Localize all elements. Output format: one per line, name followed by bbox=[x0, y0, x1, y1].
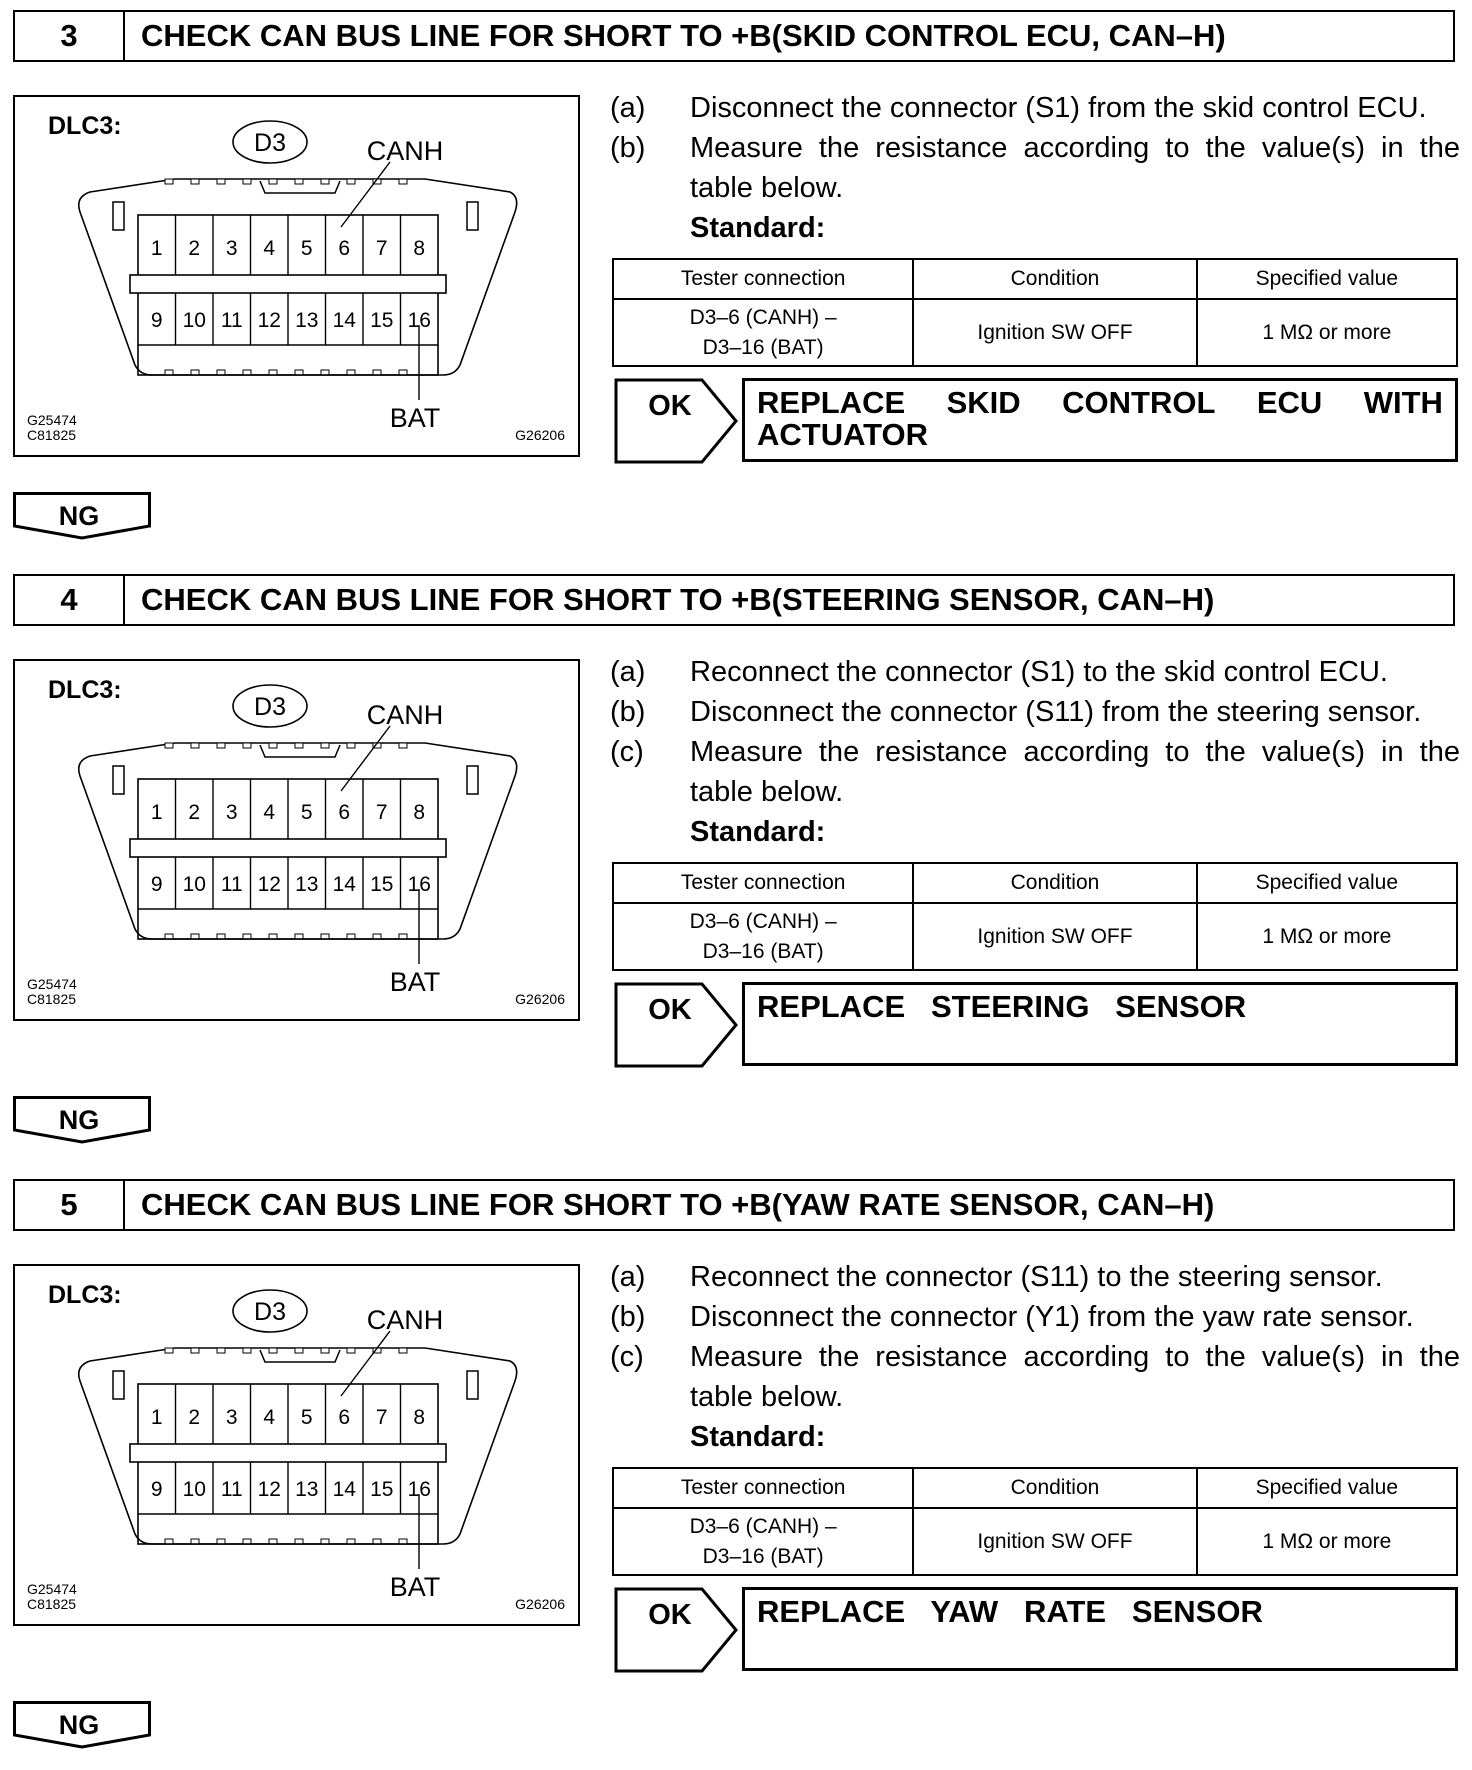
pin-number: 13 bbox=[295, 873, 319, 896]
figure-code: G26206 bbox=[515, 991, 565, 1007]
pin-number: 8 bbox=[413, 1406, 426, 1429]
specification-table bbox=[612, 862, 1458, 971]
table-row bbox=[613, 903, 1457, 970]
figure-code: C81825 bbox=[27, 991, 77, 1007]
check-section-3 bbox=[0, 0, 1472, 600]
step-label: (a) bbox=[610, 656, 646, 688]
groove-mark bbox=[347, 179, 355, 184]
connection-line-1: D3–6 (CANH) – bbox=[689, 305, 837, 329]
connector-code: D3 bbox=[254, 129, 286, 157]
standard-label: Standard: bbox=[690, 212, 826, 244]
table-header-row bbox=[613, 1468, 1457, 1508]
figure-code: G26206 bbox=[515, 1596, 565, 1612]
procedure-steps bbox=[610, 88, 1460, 248]
pin-number: 5 bbox=[300, 237, 313, 260]
center-rib bbox=[130, 1444, 446, 1462]
pin-number: 12 bbox=[257, 1478, 281, 1501]
standard-label: Standard: bbox=[690, 816, 826, 848]
bat-label: BAT bbox=[389, 967, 441, 997]
groove-mark bbox=[217, 743, 225, 748]
step-label: (a) bbox=[610, 1261, 646, 1293]
section-header bbox=[13, 1179, 1455, 1231]
pin-number: 15 bbox=[370, 1478, 394, 1501]
specification-table bbox=[612, 258, 1458, 367]
section-title: CHECK CAN BUS LINE FOR SHORT TO +B(STEERING SENSOR, CAN–H) bbox=[141, 582, 1215, 617]
step-item bbox=[610, 88, 1460, 128]
step-item bbox=[610, 1297, 1460, 1337]
step-text: Reconnect the connector (S1) to the skid control ECU. bbox=[690, 656, 1388, 688]
dlc3-connector-figure bbox=[13, 659, 580, 1021]
connector-code: D3 bbox=[254, 1298, 286, 1326]
groove-mark bbox=[399, 743, 407, 748]
cell-condition: Ignition SW OFF bbox=[913, 903, 1196, 970]
pin-number: 6 bbox=[338, 1406, 351, 1429]
pin-number: 6 bbox=[338, 801, 351, 824]
dlc-label: DLC3: bbox=[48, 112, 122, 140]
pin-number: 3 bbox=[225, 237, 238, 260]
groove-mark bbox=[295, 1348, 303, 1353]
cell-specified-value: 1 MΩ or more bbox=[1197, 1508, 1457, 1575]
header-tester-connection: Tester connection bbox=[613, 1468, 913, 1508]
center-rib bbox=[130, 275, 446, 293]
groove-mark bbox=[243, 743, 251, 748]
cell-tester-connection bbox=[613, 903, 913, 970]
pin-number: 7 bbox=[375, 237, 388, 260]
groove-mark bbox=[295, 179, 303, 184]
pin-number: 14 bbox=[332, 309, 356, 332]
groove-mark bbox=[347, 1348, 355, 1353]
header-specified-value: Specified value bbox=[1197, 259, 1457, 299]
groove-mark bbox=[269, 1348, 277, 1353]
pin-number: 8 bbox=[413, 237, 426, 260]
dlc-label: DLC3: bbox=[48, 676, 122, 704]
section-number: 5 bbox=[15, 1181, 125, 1229]
pin-number: 11 bbox=[220, 309, 243, 332]
pin-number: 16 bbox=[407, 873, 431, 896]
step-text: Disconnect the connector (S1) from the skid control ECU. bbox=[690, 92, 1427, 124]
replace-word: SKID bbox=[946, 385, 1021, 420]
pin-number: 9 bbox=[150, 873, 163, 896]
groove-mark bbox=[191, 743, 199, 748]
pin-number: 2 bbox=[188, 801, 201, 824]
pin-number: 9 bbox=[150, 1478, 163, 1501]
ok-arrow-box bbox=[614, 378, 740, 464]
right-latch bbox=[467, 766, 478, 794]
pin-number: 5 bbox=[300, 801, 313, 824]
step-item bbox=[610, 128, 1460, 208]
ng-label: NG bbox=[58, 501, 100, 531]
pin-number: 12 bbox=[257, 873, 281, 896]
ok-label: OK bbox=[648, 1599, 692, 1631]
header-condition: Condition bbox=[913, 863, 1196, 903]
groove-mark bbox=[399, 179, 407, 184]
replace-action-box bbox=[742, 378, 1458, 462]
figure-code: C81825 bbox=[27, 1596, 77, 1612]
groove-mark bbox=[295, 743, 303, 748]
center-rib bbox=[130, 839, 446, 857]
check-section-4 bbox=[0, 564, 1472, 1164]
pin-number: 9 bbox=[150, 309, 163, 332]
procedure-steps bbox=[610, 652, 1460, 852]
groove-mark bbox=[165, 743, 173, 748]
figure-code: G26206 bbox=[515, 427, 565, 443]
dlc3-connector-figure bbox=[13, 95, 580, 457]
step-text: Measure the resistance according to the value(s) in the table below. bbox=[690, 132, 1460, 204]
step-label: (c) bbox=[610, 736, 644, 768]
step-label: (b) bbox=[610, 696, 646, 728]
ok-arrow-box bbox=[614, 1587, 740, 1673]
cell-specified-value: 1 MΩ or more bbox=[1197, 299, 1457, 366]
step-text: Measure the resistance according to the value(s) in the table below. bbox=[690, 736, 1460, 808]
pin-number: 11 bbox=[220, 1478, 243, 1501]
section-header bbox=[13, 10, 1455, 62]
section-title: CHECK CAN BUS LINE FOR SHORT TO +B(YAW RATE SENSOR, CAN–H) bbox=[141, 1187, 1215, 1222]
groove-mark bbox=[269, 743, 277, 748]
dlc3-connector-diagram bbox=[15, 1266, 578, 1624]
pin-number: 7 bbox=[375, 1406, 388, 1429]
table-header-row bbox=[613, 259, 1457, 299]
pin-number: 11 bbox=[220, 873, 243, 896]
pin-number: 13 bbox=[295, 1478, 319, 1501]
replace-action-box bbox=[742, 1587, 1458, 1671]
pin-number: 2 bbox=[188, 237, 201, 260]
cell-condition: Ignition SW OFF bbox=[913, 299, 1196, 366]
ok-label: OK bbox=[648, 390, 692, 422]
replace-line-2: ACTUATOR bbox=[757, 417, 929, 452]
groove-mark bbox=[243, 179, 251, 184]
pin-number: 2 bbox=[188, 1406, 201, 1429]
right-latch bbox=[467, 1371, 478, 1399]
ok-label: OK bbox=[648, 994, 692, 1026]
pin-number: 16 bbox=[407, 1478, 431, 1501]
step-item bbox=[610, 692, 1460, 732]
left-latch bbox=[113, 202, 124, 230]
connector-code: D3 bbox=[254, 693, 286, 721]
groove-mark bbox=[347, 743, 355, 748]
pin-number: 16 bbox=[407, 309, 431, 332]
groove-mark bbox=[165, 179, 173, 184]
bat-label: BAT bbox=[389, 403, 441, 433]
ok-arrow-box bbox=[614, 982, 740, 1068]
standard-label: Standard: bbox=[690, 1421, 826, 1453]
pin-number: 14 bbox=[332, 1478, 356, 1501]
connection-line-2: D3–16 (BAT) bbox=[702, 1544, 824, 1568]
pin-number: 10 bbox=[182, 309, 206, 332]
section-header bbox=[13, 574, 1455, 626]
ng-arrow-tab bbox=[13, 1096, 151, 1146]
left-latch bbox=[113, 766, 124, 794]
dlc-label: DLC3: bbox=[48, 1281, 122, 1309]
groove-mark bbox=[165, 1348, 173, 1353]
groove-mark bbox=[243, 1348, 251, 1353]
canh-label: CANH bbox=[366, 1305, 444, 1335]
groove-mark bbox=[191, 1348, 199, 1353]
canh-leader-line bbox=[341, 1331, 390, 1396]
pin-number: 4 bbox=[263, 801, 276, 824]
right-latch bbox=[467, 202, 478, 230]
pin-number: 10 bbox=[182, 873, 206, 896]
table-row bbox=[613, 1508, 1457, 1575]
section-title: CHECK CAN BUS LINE FOR SHORT TO +B(SKID CONTROL ECU, CAN–H) bbox=[141, 18, 1226, 53]
pin-number: 1 bbox=[150, 801, 163, 824]
ng-arrow-tab bbox=[13, 492, 151, 542]
section-number: 3 bbox=[15, 12, 125, 60]
pin-number: 8 bbox=[413, 801, 426, 824]
step-item bbox=[610, 1337, 1460, 1417]
canh-leader-line bbox=[341, 726, 390, 791]
pin-number: 4 bbox=[263, 237, 276, 260]
connection-line-1: D3–6 (CANH) – bbox=[689, 909, 837, 933]
groove-mark bbox=[269, 179, 277, 184]
cell-tester-connection bbox=[613, 1508, 913, 1575]
procedure-steps bbox=[610, 1257, 1460, 1457]
dlc3-connector-diagram bbox=[15, 97, 578, 455]
step-text: Disconnect the connector (Y1) from the yaw rate sensor. bbox=[690, 1301, 1414, 1333]
step-text: Measure the resistance according to the value(s) in the table below. bbox=[690, 1341, 1460, 1413]
replace-line-1 bbox=[757, 387, 1443, 419]
header-condition: Condition bbox=[913, 1468, 1196, 1508]
step-label: (b) bbox=[610, 132, 646, 164]
cell-specified-value: 1 MΩ or more bbox=[1197, 903, 1457, 970]
ng-arrow-tab bbox=[13, 1701, 151, 1751]
replace-text: REPLACE YAW RATE SENSOR bbox=[757, 1594, 1263, 1629]
section-number: 4 bbox=[15, 576, 125, 624]
figure-code: G25474 bbox=[27, 976, 77, 992]
pin-number: 5 bbox=[300, 1406, 313, 1429]
table-header-row bbox=[613, 863, 1457, 903]
groove-mark bbox=[399, 1348, 407, 1353]
step-item bbox=[610, 732, 1460, 812]
replace-word: REPLACE bbox=[757, 385, 906, 420]
groove-mark bbox=[191, 179, 199, 184]
pin-number: 15 bbox=[370, 309, 394, 332]
cell-condition: Ignition SW OFF bbox=[913, 1508, 1196, 1575]
header-condition: Condition bbox=[913, 259, 1196, 299]
replace-action-box bbox=[742, 982, 1458, 1066]
pin-number: 7 bbox=[375, 801, 388, 824]
step-text: Reconnect the connector (S11) to the steering sensor. bbox=[690, 1261, 1383, 1293]
pin-number: 1 bbox=[150, 237, 163, 260]
ng-label: NG bbox=[58, 1710, 100, 1740]
pin-number: 3 bbox=[225, 801, 238, 824]
pin-number: 13 bbox=[295, 309, 319, 332]
canh-label: CANH bbox=[366, 136, 444, 166]
pin-number: 4 bbox=[263, 1406, 276, 1429]
step-item bbox=[610, 652, 1460, 692]
canh-leader-line bbox=[341, 162, 390, 227]
pin-number: 3 bbox=[225, 1406, 238, 1429]
header-specified-value: Specified value bbox=[1197, 863, 1457, 903]
pin-number: 15 bbox=[370, 873, 394, 896]
groove-mark bbox=[217, 1348, 225, 1353]
check-section-5 bbox=[0, 1169, 1472, 1769]
header-specified-value: Specified value bbox=[1197, 1468, 1457, 1508]
dlc3-connector-diagram bbox=[15, 661, 578, 1019]
groove-mark bbox=[321, 179, 329, 184]
connection-line-2: D3–16 (BAT) bbox=[702, 335, 824, 359]
step-label: (b) bbox=[610, 1301, 646, 1333]
step-item bbox=[610, 1257, 1460, 1297]
canh-label: CANH bbox=[366, 700, 444, 730]
table-row bbox=[613, 299, 1457, 366]
header-tester-connection: Tester connection bbox=[613, 259, 913, 299]
connection-line-2: D3–16 (BAT) bbox=[702, 939, 824, 963]
replace-word: ECU bbox=[1256, 385, 1323, 420]
left-latch bbox=[113, 1371, 124, 1399]
step-label: (c) bbox=[610, 1341, 644, 1373]
replace-word: WITH bbox=[1363, 385, 1443, 420]
cell-tester-connection bbox=[613, 299, 913, 366]
pin-number: 12 bbox=[257, 309, 281, 332]
bat-label: BAT bbox=[389, 1572, 441, 1602]
figure-code: G25474 bbox=[27, 1581, 77, 1597]
replace-text: REPLACE STEERING SENSOR bbox=[757, 989, 1247, 1024]
replace-word: CONTROL bbox=[1062, 385, 1216, 420]
figure-code: G25474 bbox=[27, 412, 77, 428]
ng-label: NG bbox=[58, 1105, 100, 1135]
step-label: (a) bbox=[610, 92, 646, 124]
connection-line-1: D3–6 (CANH) – bbox=[689, 1514, 837, 1538]
groove-mark bbox=[217, 179, 225, 184]
dlc3-connector-figure bbox=[13, 1264, 580, 1626]
figure-code: C81825 bbox=[27, 427, 77, 443]
groove-mark bbox=[321, 743, 329, 748]
pin-number: 1 bbox=[150, 1406, 163, 1429]
step-text: Disconnect the connector (S11) from the steering sensor. bbox=[690, 696, 1422, 728]
specification-table bbox=[612, 1467, 1458, 1576]
pin-number: 14 bbox=[332, 873, 356, 896]
pin-number: 6 bbox=[338, 237, 351, 260]
groove-mark bbox=[321, 1348, 329, 1353]
header-tester-connection: Tester connection bbox=[613, 863, 913, 903]
pin-number: 10 bbox=[182, 1478, 206, 1501]
